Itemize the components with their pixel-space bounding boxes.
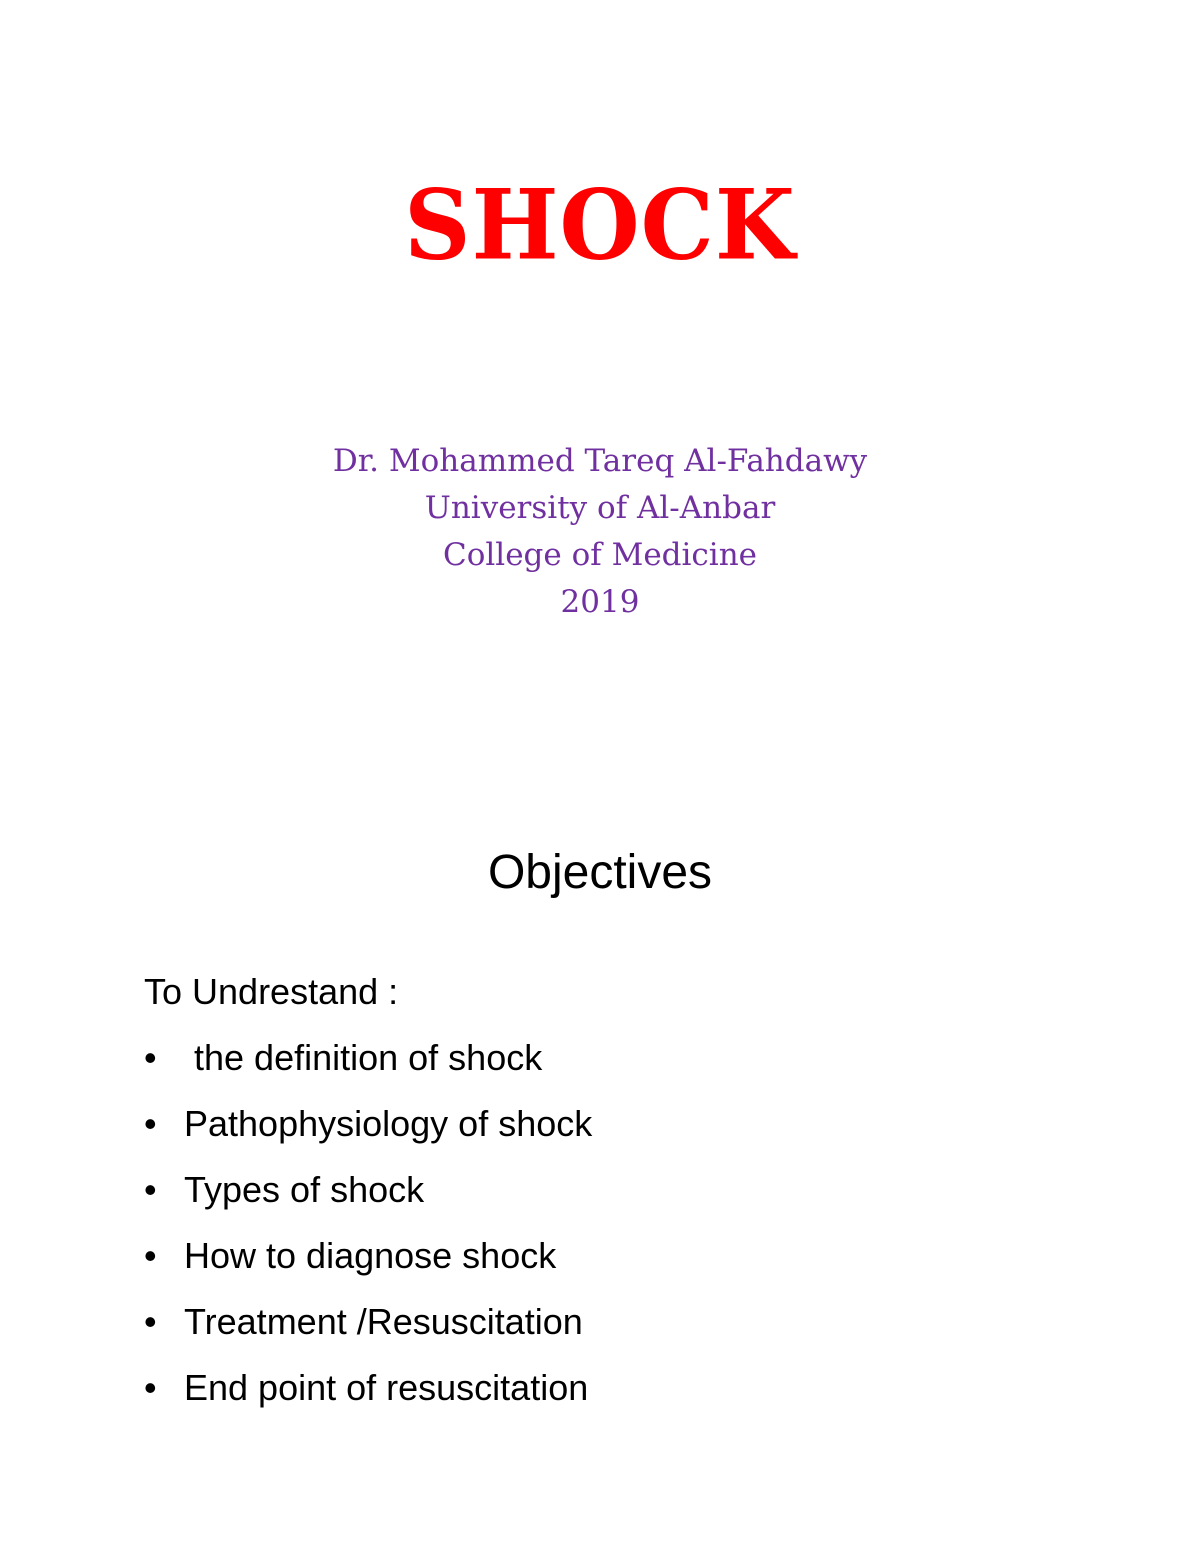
list-item [144, 1164, 592, 1230]
list-item-text: Types of shock [184, 1169, 425, 1210]
bullet-icon: • [144, 1103, 157, 1144]
bullet-icon: • [144, 1367, 157, 1408]
bullet-icon: • [144, 1301, 157, 1342]
list-item-text: the definition of shock [184, 1037, 543, 1078]
university-name: University of Al-Anbar [424, 490, 776, 526]
list-item [144, 1362, 592, 1428]
list-item-text: How to diagnose shock [184, 1235, 557, 1276]
bullet-icon: • [144, 1037, 157, 1078]
list-item-text: Treatment /Resuscitation [184, 1301, 583, 1342]
college-name: College of Medicine [442, 537, 758, 573]
slide-title: SHOCK [404, 168, 796, 282]
list-item-text: End point of resuscitation [184, 1367, 589, 1408]
list-item [144, 1098, 592, 1164]
bullet-icon: • [144, 1235, 157, 1276]
author-info-block [0, 438, 1200, 626]
list-item [144, 1032, 592, 1098]
list-item [144, 1230, 592, 1296]
objectives-heading: Objectives [487, 846, 713, 899]
bullet-icon: • [144, 1169, 157, 1210]
list-item-text: Pathophysiology of shock [184, 1103, 593, 1144]
year: 2019 [560, 584, 640, 620]
objectives-list [144, 1032, 592, 1428]
author-name: Dr. Mohammed Tareq Al-Fahdawy [332, 443, 868, 479]
list-item [144, 1296, 592, 1362]
objectives-intro: To Undrestand : [144, 971, 399, 1012]
